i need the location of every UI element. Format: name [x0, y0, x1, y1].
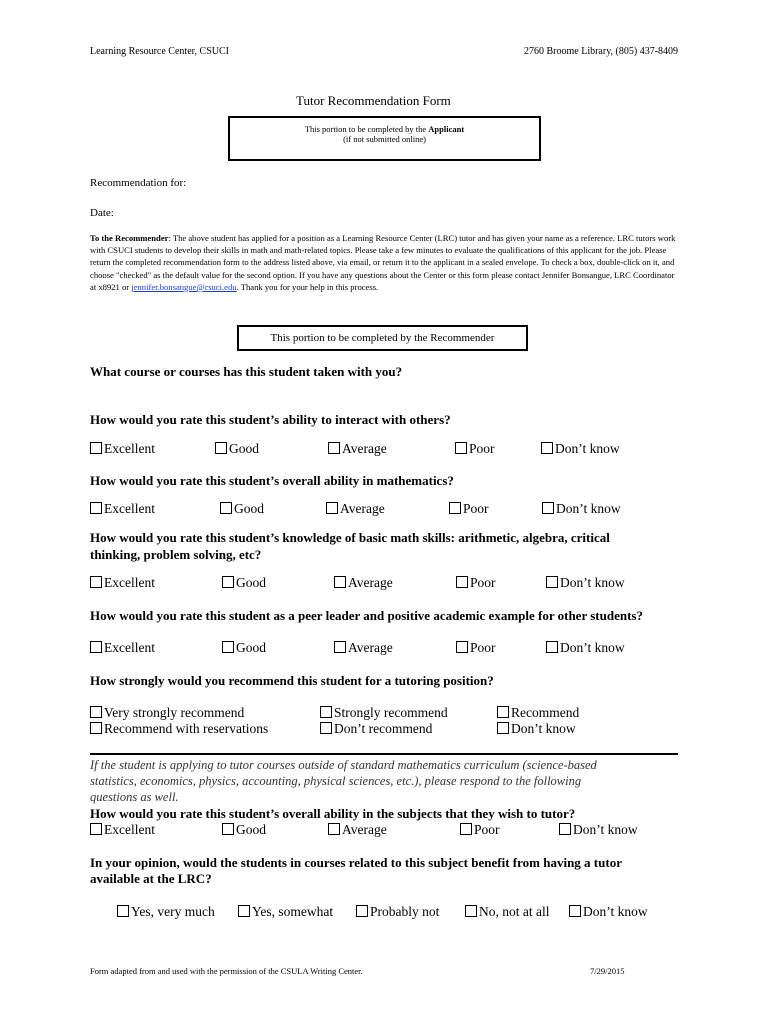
- q6-option-dont-know[interactable]: Don’t know: [497, 721, 576, 737]
- checkbox[interactable]: [542, 502, 554, 514]
- q2-option-excellent[interactable]: Excellent: [90, 441, 155, 457]
- outside-note-line3: questions as well.: [90, 790, 179, 804]
- q2-option-good[interactable]: Good: [215, 441, 259, 457]
- q5-option-poor[interactable]: Poor: [456, 640, 496, 656]
- checkbox[interactable]: [220, 502, 232, 514]
- question-interact: How would you rate this student’s ability to interact with others?: [90, 412, 451, 427]
- checkbox[interactable]: [326, 502, 338, 514]
- q8-option-yes-somewhat[interactable]: Yes, somewhat: [238, 904, 333, 920]
- checkbox[interactable]: [334, 641, 346, 653]
- checkbox[interactable]: [215, 442, 227, 454]
- checkbox[interactable]: [465, 905, 477, 917]
- q6-option-with-reservations[interactable]: Recommend with reservations: [90, 721, 268, 737]
- applicant-box: [228, 116, 541, 161]
- date-label: Date:: [90, 207, 114, 219]
- q4-option-dont-know[interactable]: Don’t know: [546, 575, 625, 591]
- q3-option-poor[interactable]: Poor: [449, 501, 489, 517]
- checkbox[interactable]: [356, 905, 368, 917]
- outside-note-line1: If the student is applying to tutor courses outside of standard mathematics curriculum (science-based: [90, 758, 597, 772]
- q3-option-excellent[interactable]: Excellent: [90, 501, 155, 517]
- checkbox[interactable]: [456, 641, 468, 653]
- checkbox[interactable]: [456, 576, 468, 588]
- checkbox[interactable]: [222, 576, 234, 588]
- checkbox[interactable]: [569, 905, 581, 917]
- q5-option-good[interactable]: Good: [222, 640, 266, 656]
- recommender-box: [237, 325, 528, 351]
- recommendation-for-label: Recommendation for:: [90, 177, 187, 189]
- question-math-ability: How would you rate this student’s overall ability in mathematics?: [90, 473, 454, 488]
- q7-option-dont-know[interactable]: Don’t know: [559, 822, 638, 838]
- checkbox[interactable]: [90, 722, 102, 734]
- checkbox[interactable]: [117, 905, 129, 917]
- checkbox[interactable]: [222, 641, 234, 653]
- header-left: Learning Resource Center, CSUCI: [90, 46, 230, 57]
- q8-option-no-not-at-all[interactable]: No, not at all: [465, 904, 550, 920]
- recommender-box-text: This portion to be completed by the Recommender: [270, 332, 495, 344]
- question-subject-ability: How would you rate this student’s overall ability in the subjects that they wish to tutor?: [90, 806, 576, 821]
- page-title: Tutor Recommendation Form: [296, 93, 451, 108]
- checkbox[interactable]: [460, 823, 472, 835]
- q4-option-good[interactable]: Good: [222, 575, 266, 591]
- checkbox[interactable]: [559, 823, 571, 835]
- applicant-box-line1: This portion to be completed by the Applicant: [304, 124, 465, 134]
- q5-option-dont-know[interactable]: Don’t know: [546, 640, 625, 656]
- header-right: 2760 Broome Library, (805) 437-8409: [524, 46, 679, 57]
- intro-text: : The above student has applied for a position as a Learning Resource Center (LRC) tutor and has given your name as a reference. LRC tutors work with CSUCI students to develop their skills in math and math-related topics. Please take a few minutes to evaluate the qualifications of this applicant for the job. Please return the completed recommendation form to the address listed above, via email, or return it to the applicant in a sealed envelope. To check a box, double-click on it, and choose "checked" as the default value for the second option. If you have any questions about the Center or this form please contact Jennifer Bonsangue, LRC Coordinator at x8921 or: [90, 233, 676, 292]
- q7-option-poor[interactable]: Poor: [460, 822, 500, 838]
- checkbox[interactable]: [328, 823, 340, 835]
- q2-option-poor[interactable]: Poor: [455, 441, 495, 457]
- question-basic-skills-line2: thinking, problem solving, etc?: [90, 547, 262, 562]
- question-recommend-strength: How strongly would you recommend this student for a tutoring position?: [90, 673, 494, 688]
- q8-option-probably-not[interactable]: Probably not: [356, 904, 439, 920]
- checkbox[interactable]: [497, 722, 509, 734]
- q2-option-average[interactable]: Average: [328, 441, 387, 457]
- q6-option-very-strongly[interactable]: Very strongly recommend: [90, 705, 244, 721]
- q3-option-good[interactable]: Good: [220, 501, 264, 517]
- intro-closing: . Thank you for your help in this process.: [236, 281, 379, 292]
- q2-option-dont-know[interactable]: Don’t know: [541, 441, 620, 457]
- checkbox[interactable]: [541, 442, 553, 454]
- q4-option-average[interactable]: Average: [334, 575, 393, 591]
- question-lrc-benefit-line1: In your opinion, would the students in courses related to this subject benefit from having a tutor: [90, 855, 622, 870]
- question-lrc-benefit-line2: available at the LRC?: [90, 871, 212, 886]
- q5-option-excellent[interactable]: Excellent: [90, 640, 155, 656]
- intro-label: To the Recommender: [90, 233, 169, 243]
- q8-option-yes-very-much[interactable]: Yes, very much: [117, 904, 215, 920]
- footer-date: 7/29/2015: [590, 966, 625, 976]
- checkbox[interactable]: [546, 641, 558, 653]
- checkbox[interactable]: [238, 905, 250, 917]
- question-courses-taken: What course or courses has this student taken with you?: [90, 364, 403, 379]
- checkbox[interactable]: [320, 722, 332, 734]
- applicant-label: Applicant: [428, 124, 465, 134]
- q8-option-dont-know[interactable]: Don’t know: [569, 904, 648, 920]
- coordinator-email-link[interactable]: jennifer.bonsangue@csuci.edu: [131, 281, 237, 292]
- q3-option-average[interactable]: Average: [326, 501, 385, 517]
- checkbox[interactable]: [90, 502, 102, 514]
- section-divider: [90, 753, 678, 755]
- checkbox[interactable]: [328, 442, 340, 454]
- checkbox[interactable]: [90, 641, 102, 653]
- checkbox[interactable]: [90, 576, 102, 588]
- checkbox[interactable]: [90, 706, 102, 718]
- q7-option-excellent[interactable]: Excellent: [90, 822, 155, 838]
- checkbox[interactable]: [546, 576, 558, 588]
- checkbox[interactable]: [449, 502, 461, 514]
- outside-note-line2: statistics, economics, physics, accounting, physical sciences, etc.), please respond to the following: [90, 774, 582, 788]
- footer-left: Form adapted from and used with the permission of the CSULA Writing Center.: [90, 966, 363, 976]
- q3-option-dont-know[interactable]: Don’t know: [542, 501, 621, 517]
- q6-option-recommend[interactable]: Recommend: [497, 705, 579, 721]
- checkbox[interactable]: [497, 706, 509, 718]
- q4-option-poor[interactable]: Poor: [456, 575, 496, 591]
- checkbox[interactable]: [90, 442, 102, 454]
- checkbox[interactable]: [320, 706, 332, 718]
- question-basic-skills-line1: How would you rate this student’s knowledge of basic math skills: arithmetic, algebra, critical: [90, 530, 610, 545]
- question-peer-leader: How would you rate this student as a peer leader and positive academic example for other students?: [90, 608, 643, 623]
- checkbox[interactable]: [222, 823, 234, 835]
- q6-option-strongly[interactable]: Strongly recommend: [320, 705, 448, 721]
- q7-option-good[interactable]: Good: [222, 822, 266, 838]
- checkbox[interactable]: [455, 442, 467, 454]
- checkbox[interactable]: [90, 823, 102, 835]
- q4-option-excellent[interactable]: Excellent: [90, 575, 155, 591]
- q5-option-average[interactable]: Average: [334, 640, 393, 656]
- checkbox[interactable]: [334, 576, 346, 588]
- q6-option-dont-recommend[interactable]: Don’t recommend: [320, 721, 432, 737]
- intro-paragraph: [90, 232, 680, 293]
- applicant-box-line2: (if not submitted online): [343, 134, 426, 144]
- q7-option-average[interactable]: Average: [328, 822, 387, 838]
